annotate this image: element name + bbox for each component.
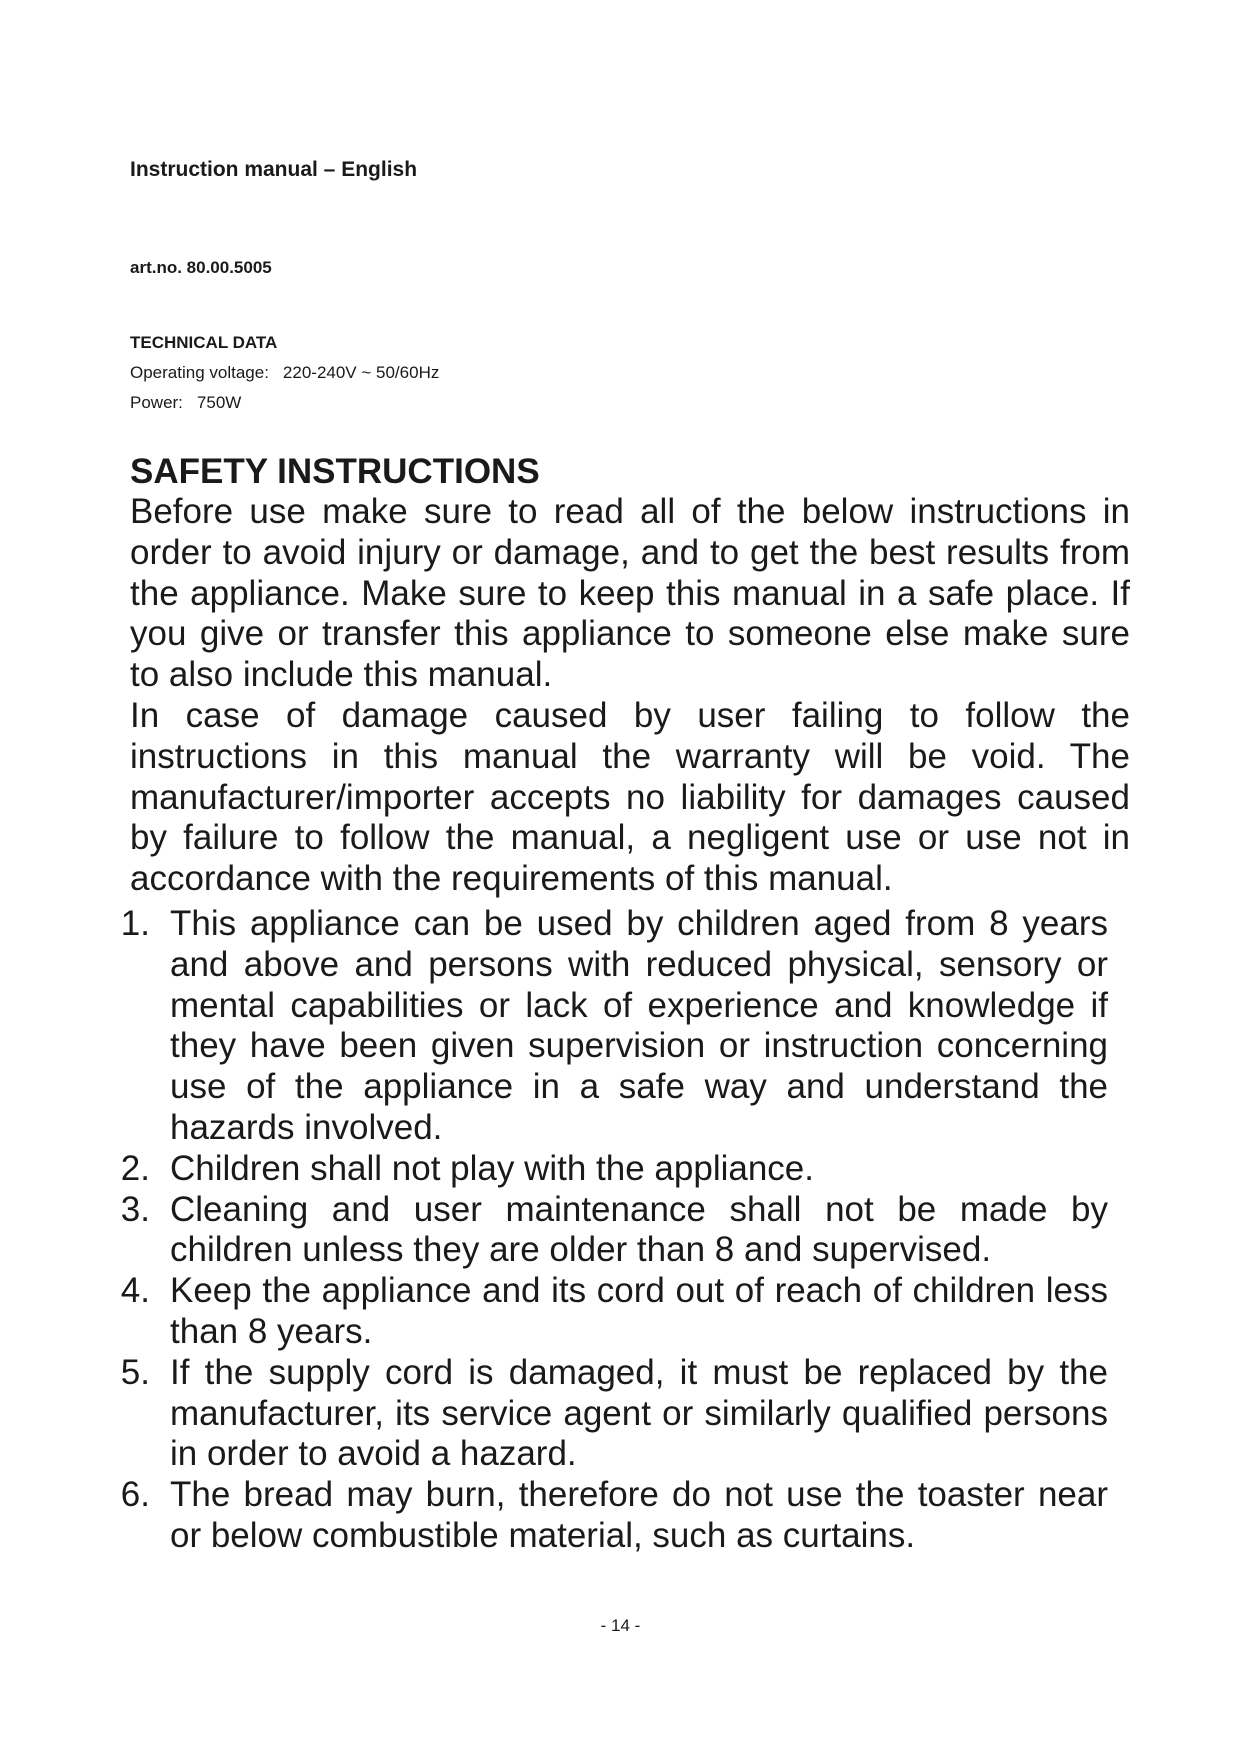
list-item-number: 4. — [120, 1271, 150, 1311]
list-item-text: If the supply cord is damaged, it must be replaced by the manufacturer, its service agent or similarly qualified persons in order to avoid a hazard. — [170, 1352, 1108, 1474]
list-item — [110, 1190, 1110, 1272]
list-item-number: 2. — [120, 1148, 150, 1188]
safety-intro-paragraph-2: In case of damage caused by user failing to follow the instructions in this manual the warranty will be void. The manufacturer/importer accepts no liability for damages caused by failure to follow the manual, a negligent use or use not in accordance with the requirements of this manual. — [130, 695, 1130, 899]
list-item-number: 6. — [120, 1475, 150, 1515]
article-number: art.no. 80.00.5005 — [130, 258, 272, 277]
operating-voltage-value: 220-240V ~ 50/60Hz — [282, 363, 440, 382]
technical-data-heading: TECHNICAL DATA — [130, 333, 278, 352]
list-item-number: 5. — [120, 1352, 150, 1392]
technical-data-section — [130, 328, 439, 418]
power-label: Power: — [130, 393, 183, 412]
safety-intro-paragraph-1: Before use make sure to read all of the below instructions in order to avoid injury or damage, and to get the best results from the appliance. Make sure to keep this manual in a safe place. If you give or transfer this appliance to someone else make sure to also include this manual. — [130, 492, 1130, 695]
operating-voltage-label: Operating voltage: — [130, 363, 269, 382]
list-item-number: 3. — [120, 1189, 150, 1229]
safety-heading: SAFETY INSTRUCTIONS — [130, 452, 540, 491]
list-item-text: The bread may burn, therefore do not use the toaster near or below combustible material, such as curtains. — [170, 1475, 1108, 1555]
operating-voltage-row — [130, 358, 439, 388]
manual-title: Instruction manual – English — [130, 158, 418, 181]
list-item-text: Keep the appliance and its cord out of reach of children less than 8 years. — [170, 1271, 1108, 1351]
list-item — [110, 1271, 1110, 1353]
list-item — [110, 904, 1110, 1149]
power-value: 750W — [196, 393, 242, 412]
list-item — [110, 1353, 1110, 1475]
list-item — [110, 1475, 1110, 1557]
list-item-text: Cleaning and user maintenance shall not be made by children unless they are older than 8 and supervised. — [170, 1189, 1108, 1270]
list-item-text: This appliance can be used by children aged from 8 years and above and persons with reduced physical, sensory or mental capabilities or lack of experience and knowledge if they have been given supervision or instruction concerning use of the appliance in a safe way and understand the hazards involved. — [170, 904, 1108, 1147]
safety-instructions-list — [110, 904, 1110, 1557]
page-number: - 14 - — [600, 1616, 641, 1635]
list-item-number: 1. — [120, 904, 150, 943]
list-item — [110, 1149, 1110, 1190]
list-item-text: Children shall not play with the appliance. — [170, 1148, 814, 1188]
safety-section — [130, 452, 1130, 900]
power-row — [130, 388, 439, 418]
